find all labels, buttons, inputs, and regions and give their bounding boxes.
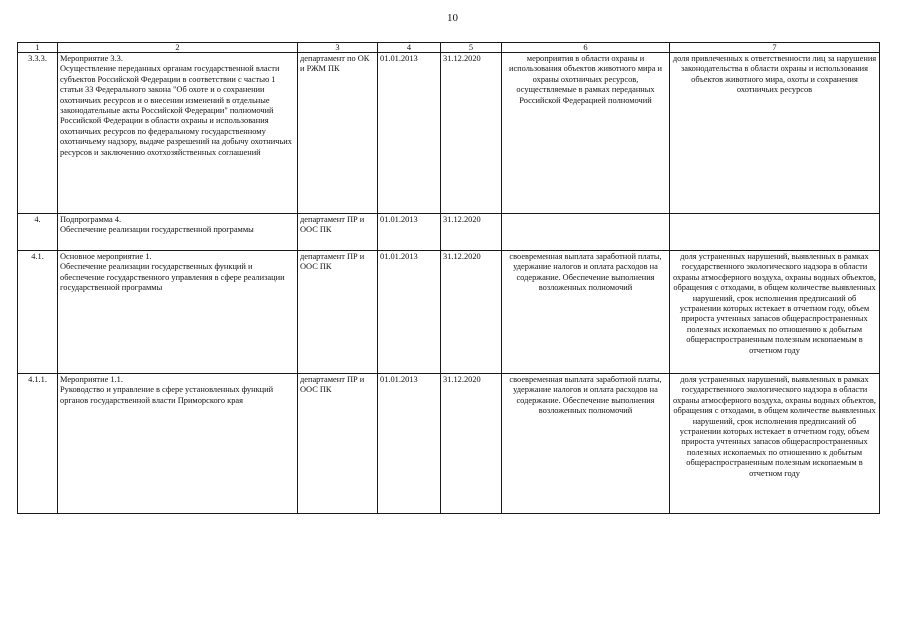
expected-result: мероприятия в области охраны и использования объектов животного мира и охраны охотничьих ресурсов, осуществляемые в рамках переданных Российской Федерацией полномочий <box>502 53 670 214</box>
table-row <box>18 214 880 251</box>
column-header: 3 <box>298 43 378 53</box>
activity-cell <box>58 374 298 514</box>
column-header: 6 <box>502 43 670 53</box>
activity-description: Руководство и управление в сфере установленных функций органов государственной власти Приморского края <box>60 385 274 405</box>
table-row <box>18 53 880 214</box>
row-number: 3.3.3. <box>18 53 58 214</box>
expected-result: своевременная выплата заработной платы, удержание налогов и оплата расходов на содержание. Обеспечение выполнения возложенных полномочий <box>502 251 670 374</box>
activity-title: Мероприятие 1.1. <box>60 375 123 384</box>
activity-description: Осуществление переданных органам государственной власти субъектов Российской Федерации в соответствии с частью 1 статьи 33 Федерального закона "Об охоте и о сохранении охотничьих ресурсов и о внесении изменений в отдельные законодательные акты Российской Федерации" полномочий Российской Федерации в области охраны и использования охотничьих ресурсов по федеральному государственному охотничьему надзору, выдаче разрешений на добычу охотничьих ресурсов и заключению охотхозяйственных соглашений <box>60 64 292 157</box>
responsible-dept: департамент по ОК и РЖМ ПК <box>298 53 378 214</box>
activity-title: Мероприятие 3.3. <box>60 54 123 63</box>
program-activities-table <box>17 42 880 514</box>
table-row <box>18 374 880 514</box>
start-date: 01.01.2013 <box>378 214 441 251</box>
end-date: 31.12.2020 <box>441 374 502 514</box>
row-number: 4.1.1. <box>18 374 58 514</box>
table-row <box>18 251 880 374</box>
column-header: 5 <box>441 43 502 53</box>
indicator <box>670 214 880 251</box>
start-date: 01.01.2013 <box>378 374 441 514</box>
column-header: 2 <box>58 43 298 53</box>
responsible-dept: департамент ПР и ООС ПК <box>298 214 378 251</box>
indicator: доля устраненных нарушений, выявленных в рамках государственного экологического надзора в области охраны атмосферного воздуха, охраны водных объектов, обращения с отходами, в общем количестве выявленных нарушений, срок исполнения предписаний об устранении которых истекает в отчетном году, объем прироста учтенных запасов общераспространенных полезных ископаемых по отношению к добытым общераспространенным полезным ископаемым в отчетном году <box>670 374 880 514</box>
start-date: 01.01.2013 <box>378 251 441 374</box>
row-number: 4. <box>18 214 58 251</box>
activity-title: Подпрограмма 4. <box>60 215 122 224</box>
table-header-row <box>18 43 880 53</box>
column-header: 7 <box>670 43 880 53</box>
row-number: 4.1. <box>18 251 58 374</box>
activity-cell <box>58 214 298 251</box>
activity-description: Обеспечение реализации государственных функций и обеспечение государственного управления в сфере реализации государственной программы <box>60 262 285 293</box>
start-date: 01.01.2013 <box>378 53 441 214</box>
column-header: 1 <box>18 43 58 53</box>
expected-result: своевременная выплата заработной платы, удержание налогов и оплата расходов на содержание. Обеспечение выполнения возложенных полномочий <box>502 374 670 514</box>
activity-title: Основное мероприятие 1. <box>60 252 152 261</box>
expected-result <box>502 214 670 251</box>
responsible-dept: департамент ПР и ООС ПК <box>298 374 378 514</box>
activity-cell <box>58 53 298 214</box>
page-number: 10 <box>447 12 458 24</box>
activity-cell <box>58 251 298 374</box>
activity-description: Обеспечение реализации государственной программы <box>60 225 254 235</box>
indicator: доля привлеченных к ответственности лиц за нарушения законодательства в области охраны и использования объектов животного мира, охоты и сохранения охотничьих ресурсов <box>670 53 880 214</box>
column-header: 4 <box>378 43 441 53</box>
responsible-dept: департамент ПР и ООС ПК <box>298 251 378 374</box>
indicator: доля устраненных нарушений, выявленных в рамках государственного экологического надзора в области охраны атмосферного воздуха, охраны водных объектов, обращения с отходами, в общем количестве выявленных нарушений, срок исполнения предписаний об устранении которых истекает в отчетном году, объем прироста учтенных запасов общераспространенных полезных ископаемых по отношению к добытым общераспространенным полезным ископаемым в отчетном году <box>670 251 880 374</box>
end-date: 31.12.2020 <box>441 53 502 214</box>
end-date: 31.12.2020 <box>441 214 502 251</box>
end-date: 31.12.2020 <box>441 251 502 374</box>
